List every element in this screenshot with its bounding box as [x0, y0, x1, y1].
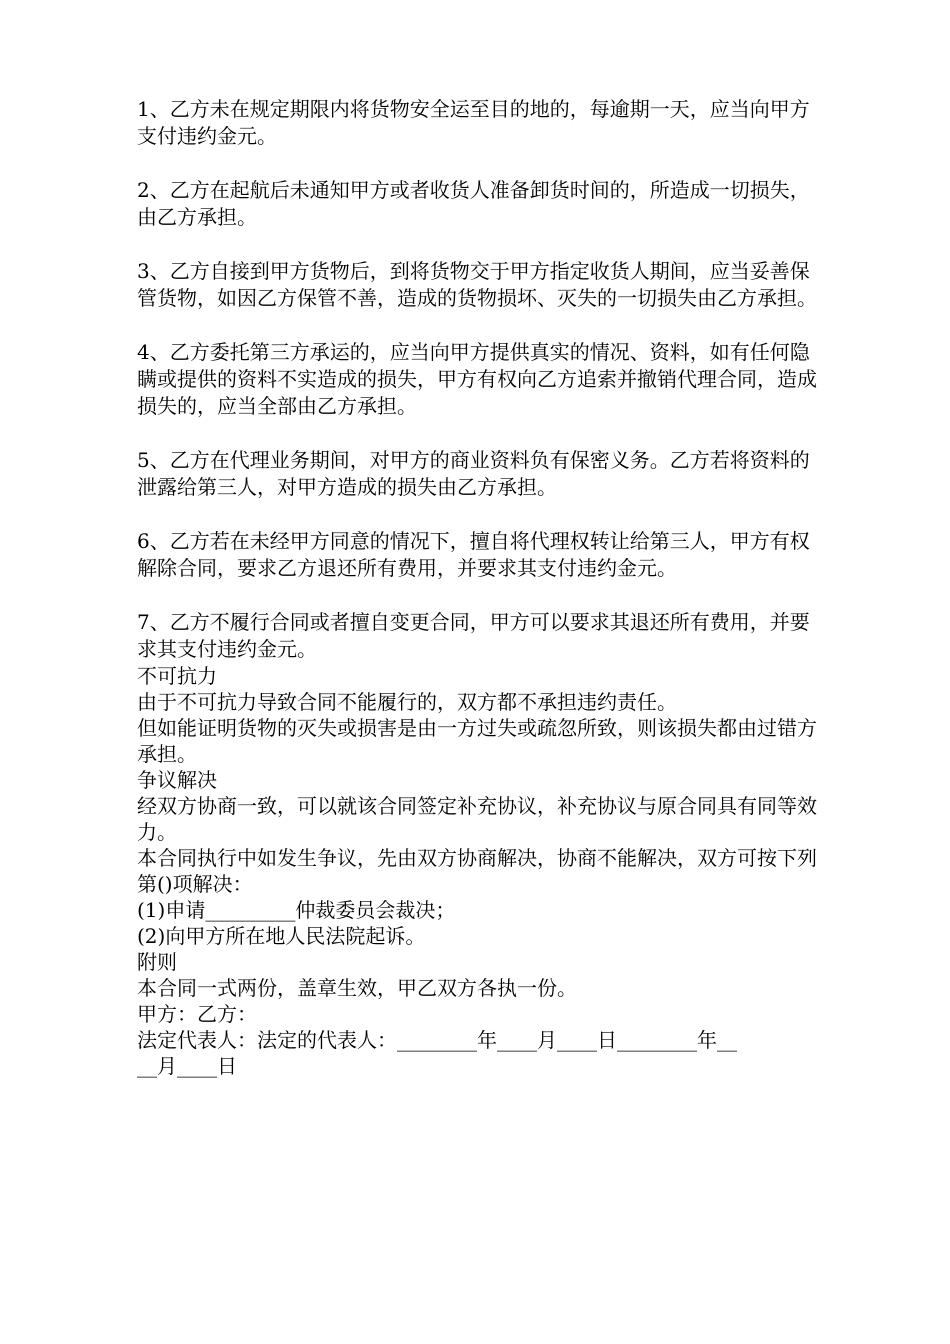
clause-7: 7、乙方不履行合同或者擅自变更合同，甲方可以要求其退还所有费用，并要求其支付违约金元。 [137, 610, 810, 661]
signature-line-1: 法定代表人：法定的代表人：________年____月____日________年__ [137, 1028, 737, 1052]
clause-3: 3、乙方自接到甲方货物后，到将货物交于甲方指定收货人期间，应当妥善保管货物，如因乙方保管不善，造成的货物损坏、灭失的一切损失由乙方承担。 [137, 259, 817, 310]
parties-line: 甲方：乙方： [137, 1002, 257, 1026]
signature-line-2: __月____日 [137, 1054, 237, 1078]
dispute-heading: 争议解决 [137, 768, 217, 792]
force-majeure-paragraph-1: 由于不可抗力导致合同不能履行的，双方都不承担违约责任。 [137, 690, 677, 714]
force-majeure-paragraph-2: 但如能证明货物的灭失或损害是由一方过失或疏忽所致，则该损失都由过错方承担。 [137, 716, 817, 766]
dispute-paragraph-2: 本合同执行中如发生争议，先由双方协商解决，协商不能解决，双方可按下列第()项解决： [137, 846, 817, 896]
force-majeure-heading: 不可抗力 [137, 664, 217, 688]
appendix-heading: 附则 [137, 950, 177, 974]
clause-6: 6、乙方若在未经甲方同意的情况下，擅自将代理权转让给第三人，甲方有权解除合同，要求乙方退还所有费用，并要求其支付违约金元。 [137, 529, 810, 580]
clause-4: 4、乙方委托第三方承运的，应当向甲方提供真实的情况、资料，如有任何隐瞒或提供的资料不实造成的损失，甲方有权向乙方追索并撤销代理合同，造成损失的，应当全部由乙方承担。 [137, 340, 817, 418]
appendix-paragraph: 本合同一式两份，盖章生效，甲乙双方各执一份。 [137, 976, 577, 1000]
contract-body [137, 96, 817, 1079]
dispute-option-1: (1)申请_________仲裁委员会裁决； [137, 898, 456, 922]
clause-1: 1、乙方未在规定期限内将货物安全运至目的地的，每逾期一天，应当向甲方支付违约金元。 [137, 97, 810, 148]
clause-5: 5、乙方在代理业务期间，对甲方的商业资料负有保密义务。乙方若将资料的泄露给第三人，对甲方造成的损失由乙方承担。 [137, 448, 810, 499]
dispute-option-2: (2)向甲方所在地人民法院起诉。 [137, 924, 426, 948]
dispute-paragraph-1: 经双方协商一致，可以就该合同签定补充协议，补充协议与原合同具有同等效力。 [137, 794, 817, 844]
clause-2: 2、乙方在起航后未通知甲方或者收货人准备卸货时间的，所造成一切损失，由乙方承担。 [137, 178, 810, 229]
